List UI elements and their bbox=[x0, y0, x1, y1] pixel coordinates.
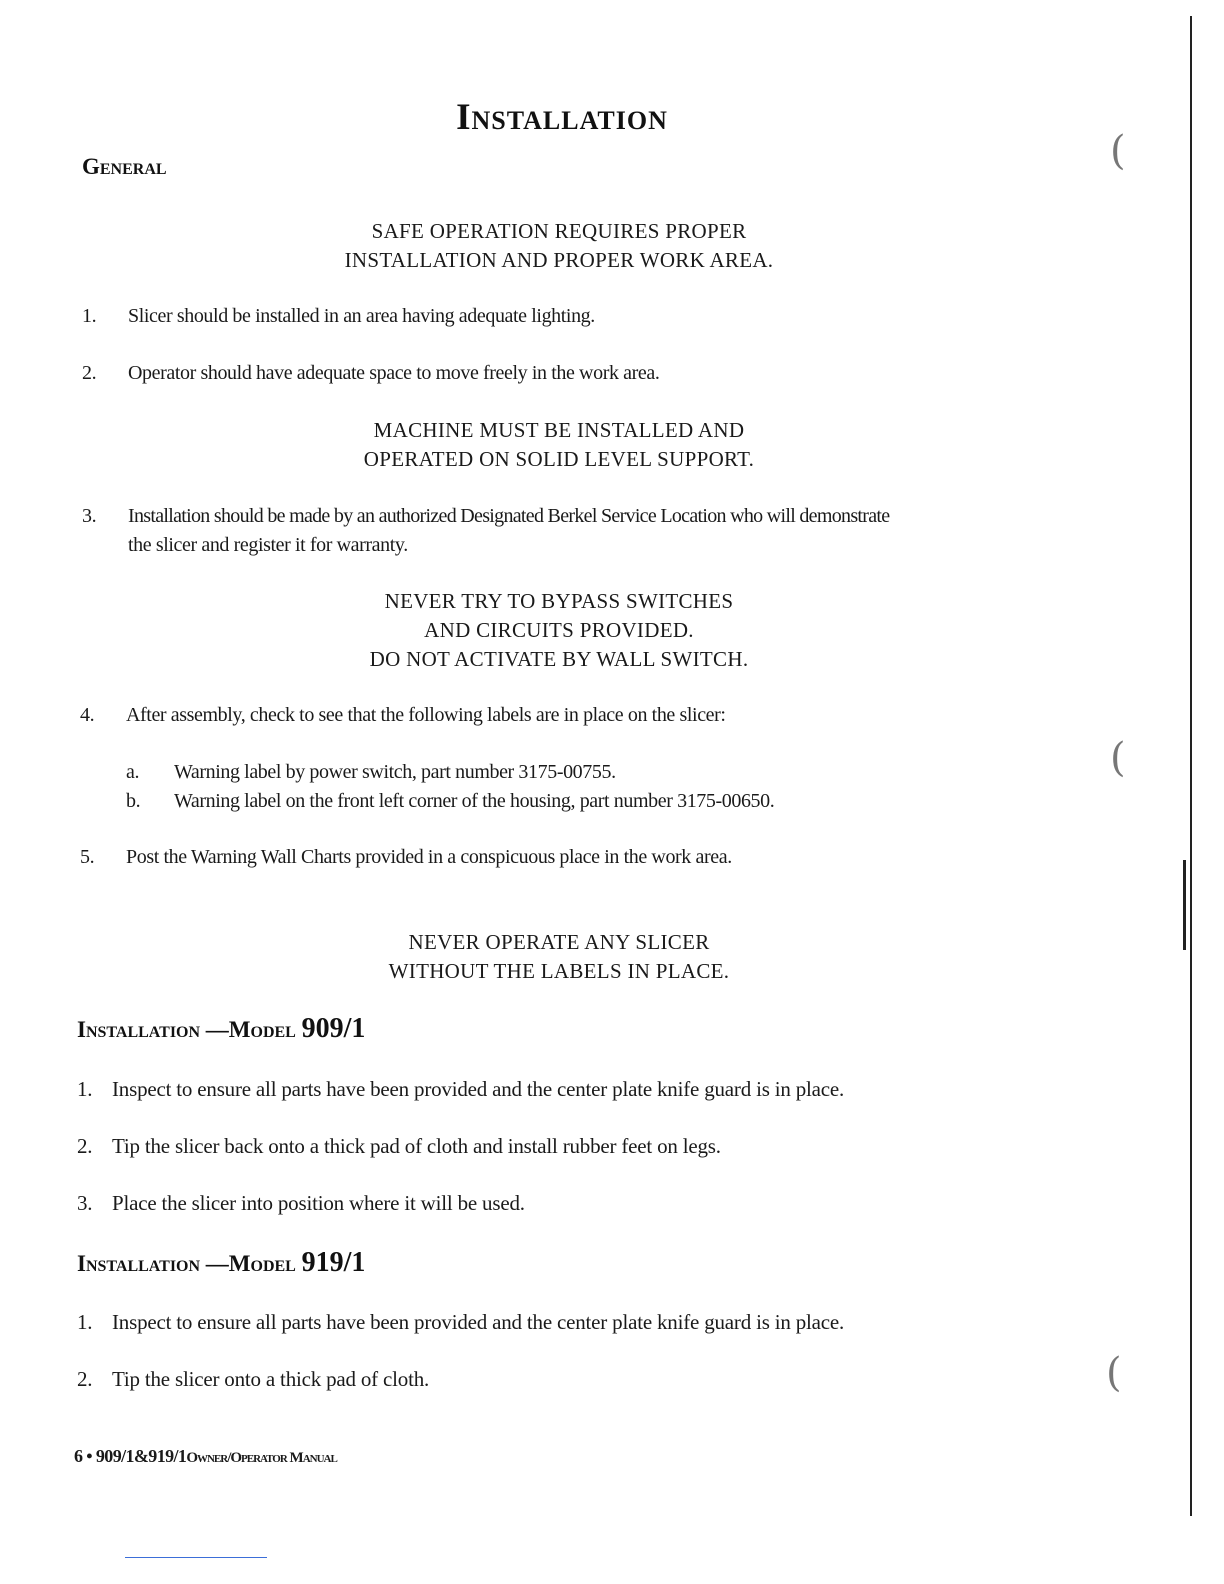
binding-hole-mark: ( bbox=[1110, 128, 1126, 174]
footer-manual-title: Owner/Operator Manual bbox=[186, 1450, 337, 1466]
heading-text: Installation —Model bbox=[77, 1017, 302, 1042]
warning-line: OPERATED ON SOLID LEVEL SUPPORT. bbox=[363, 447, 755, 471]
item-text: Operator should have adequate space to move freely in the work area. bbox=[128, 362, 660, 384]
item-number: 2. bbox=[77, 1134, 93, 1158]
item-number: 2. bbox=[77, 1367, 93, 1391]
binding-hole-mark: ( bbox=[1110, 735, 1126, 781]
warning-bypass-switches bbox=[0, 587, 1118, 674]
item-number: 1. bbox=[77, 1077, 93, 1101]
item-number: 5. bbox=[80, 846, 95, 868]
warning-safe-operation bbox=[0, 217, 1118, 275]
item-text: Post the Warning Wall Charts provided in a conspicuous place in the work area. bbox=[126, 846, 732, 868]
warning-labels-in-place bbox=[0, 928, 1118, 986]
section-heading-model-919 bbox=[77, 1247, 365, 1279]
item-text: Installation should be made by an authorized Designated Berkel Service Location who will demonstrate bbox=[128, 505, 890, 527]
model-number: 919/1 bbox=[301, 1247, 366, 1278]
item-text: Tip the slicer onto a thick pad of cloth. bbox=[112, 1367, 430, 1391]
warning-line: DO NOT ACTIVATE BY WALL SWITCH. bbox=[369, 647, 749, 671]
warning-line: MACHINE MUST BE INSTALLED AND bbox=[373, 418, 745, 442]
item-text: Slicer should be installed in an area having adequate lighting. bbox=[128, 305, 595, 327]
item-text: Tip the slicer back onto a thick pad of cloth and install rubber feet on legs. bbox=[112, 1134, 721, 1158]
scan-edge-line bbox=[1190, 16, 1192, 1516]
item-letter: b. bbox=[126, 790, 141, 812]
section-heading-model-909 bbox=[77, 1013, 365, 1045]
warning-line: NEVER OPERATE ANY SLICER bbox=[408, 930, 710, 954]
warning-line: AND CIRCUITS PROVIDED. bbox=[424, 618, 694, 642]
item-text-continued: the slicer and register it for warranty. bbox=[128, 534, 408, 556]
footer-page-ref: 6 • 909/1&919/1 bbox=[74, 1446, 187, 1466]
warning-line: WITHOUT THE LABELS IN PLACE. bbox=[388, 959, 730, 983]
warning-line: INSTALLATION AND PROPER WORK AREA. bbox=[344, 248, 774, 272]
warning-line: NEVER TRY TO BYPASS SWITCHES bbox=[384, 589, 734, 613]
item-number: 1. bbox=[77, 1310, 93, 1334]
item-text: Warning label by power switch, part number 3175-00755. bbox=[174, 761, 616, 783]
page-footer bbox=[74, 1446, 337, 1467]
item-text: Warning label on the front left corner of the housing, part number 3175-00650. bbox=[174, 790, 775, 812]
item-number: 2. bbox=[82, 362, 97, 384]
item-number: 3. bbox=[77, 1191, 93, 1215]
item-number: 1. bbox=[82, 305, 97, 327]
page-title: Installation bbox=[456, 97, 668, 138]
item-text: Inspect to ensure all parts have been provided and the center plate knife guard is in place. bbox=[112, 1310, 845, 1334]
model-number: 909/1 bbox=[301, 1013, 366, 1044]
warning-line: SAFE OPERATION REQUIRES PROPER bbox=[371, 219, 747, 243]
warning-solid-support bbox=[0, 416, 1118, 474]
item-text: After assembly, check to see that the following labels are in place on the slicer: bbox=[126, 704, 726, 726]
binding-hole-mark: ( bbox=[1106, 1350, 1122, 1396]
scan-blue-mark bbox=[125, 1557, 267, 1558]
item-number: 4. bbox=[80, 704, 95, 726]
item-text: Place the slicer into position where it will be used. bbox=[112, 1191, 525, 1215]
scan-edge-mark bbox=[1183, 860, 1186, 950]
heading-text: Installation —Model bbox=[77, 1251, 302, 1276]
item-text: Inspect to ensure all parts have been provided and the center plate knife guard is in place. bbox=[112, 1077, 845, 1101]
item-letter: a. bbox=[126, 761, 140, 783]
item-number: 3. bbox=[82, 505, 97, 527]
section-heading-general: General bbox=[82, 154, 167, 179]
